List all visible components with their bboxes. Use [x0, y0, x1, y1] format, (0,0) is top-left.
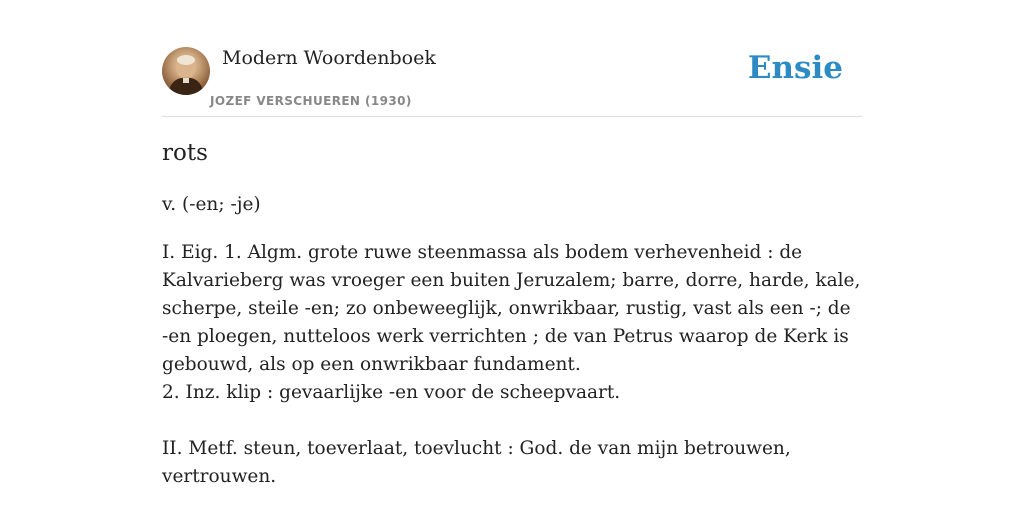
source-title[interactable]: Modern Woordenboek — [222, 47, 436, 69]
ensie-logo[interactable]: Ensie — [747, 50, 843, 86]
author-portrait-icon — [162, 47, 210, 95]
source-header — [162, 44, 862, 117]
entry-headword: rots — [162, 140, 208, 166]
definition-sense: 2. Inz. klip : gevaarlijke -en voor de scheepvaart. — [162, 382, 621, 403]
definition-sense: II. Metf. steun, toeverlaat, toevlucht : God. de van mijn betrouwen, vertrouwen. — [162, 438, 791, 487]
author-name: JOZEF VERSCHUEREN (1930) — [210, 94, 412, 108]
author-avatar[interactable] — [162, 47, 210, 95]
entry-definition — [162, 239, 862, 491]
definition-sense: I. Eig. 1. Algm. grote ruwe steenmassa als bodem verhevenheid : de Kalvarieberg was vroeger een buiten Jeruzalem; barre, dorre, harde, kale, scherpe, steile -en; zo onbeweeglijk, onwrikbaar, rustig, vast als een -; de -en ploegen, nutteloos werk verrichten ; de van Petrus waarop de Kerk is gebouwd, als op een onwrikbaar fundament. — [162, 242, 861, 375]
definition-spacer — [162, 407, 862, 435]
entry-grammar: v. (-en; -je) — [162, 194, 261, 215]
